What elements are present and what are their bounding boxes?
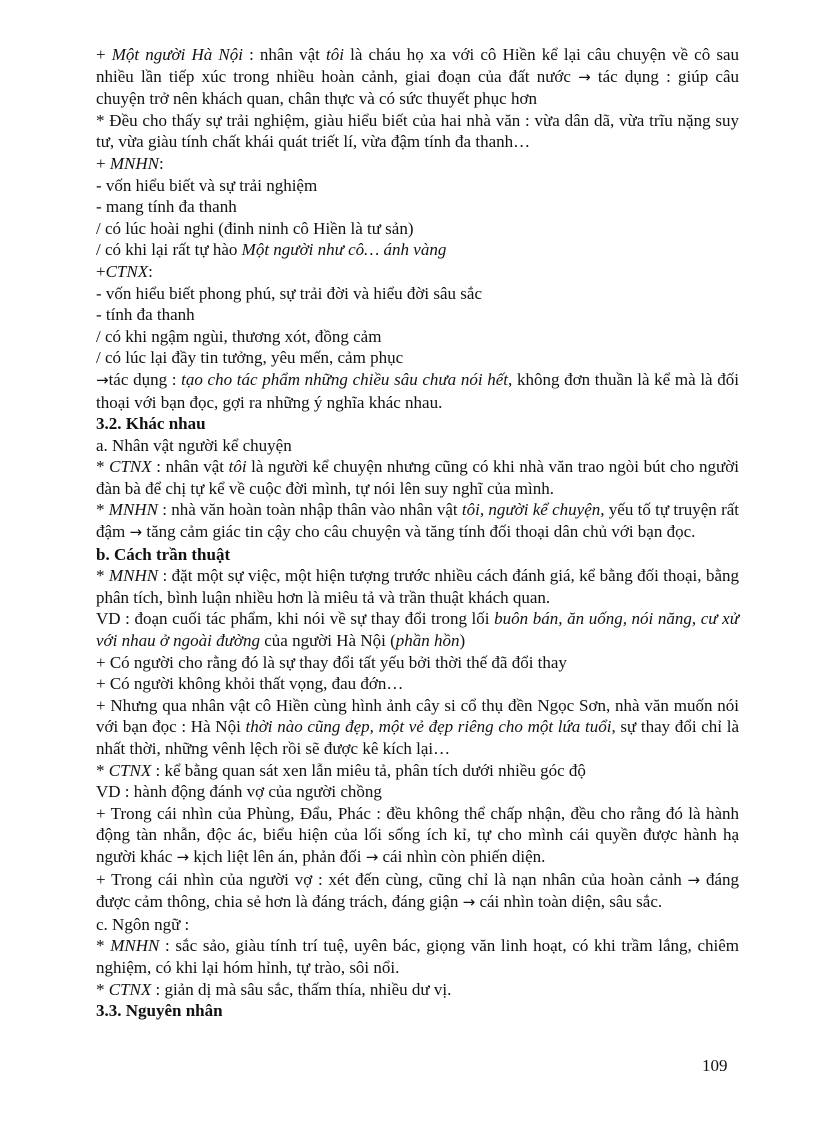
text: , không đơn thuần là kể mà là đối thoại với bạn đọc, gợi ra những ý nghĩa khác nhau. xyxy=(96,369,739,412)
heading-ctnx xyxy=(96,261,739,283)
list-item: - tính đa thanh xyxy=(96,305,195,325)
work-abbrev: CTNX xyxy=(108,979,152,999)
text: + Trong cái nhìn của người vợ : xét đến cùng, cũng chỉ là nạn nhân của hoàn cảnh xyxy=(96,869,688,889)
arrow-right-icon: → xyxy=(96,370,109,389)
text: tác dụng : xyxy=(108,369,182,389)
work-abbrev: MNHN xyxy=(109,153,159,173)
list-item: - vốn hiểu biết phong phú, sự trải đời và hiểu đời sâu sắc xyxy=(96,283,483,303)
text: tác dụng : giúp câu chuyện trở nên khách quan, chân thực và có sức thuyết phục hơn xyxy=(96,66,739,109)
work-title: Một người Hà Nội xyxy=(111,45,243,64)
paragraph-mot-nguoi-ha-noi xyxy=(96,44,739,110)
text: : nhà văn hoàn toàn nhập thân vào nhân vật xyxy=(157,500,462,520)
text: * xyxy=(96,566,109,586)
text: tạo cho tác phẩm những chiều sâu chưa nói hết xyxy=(181,369,509,389)
paragraph-example: VD : hành động đánh vợ của người chồng xyxy=(96,782,382,802)
text: + xyxy=(96,45,112,64)
text: kịch liệt lên án, phản đối xyxy=(189,846,366,866)
paragraph-ctnx-language xyxy=(96,979,739,1001)
text: yếu tố tự truyện rất đậm xyxy=(96,500,739,542)
list-item: / có khi ngậm ngùi, thương xót, đồng cảm xyxy=(96,326,382,346)
arrow-right-icon: → xyxy=(687,870,701,889)
text: + Nhưng qua nhân vật cô Hiền cùng hình ảnh cây si cổ thụ đền Ngọc Sơn, nhà văn muốn nói với bạn đọc : Hà Nội xyxy=(96,695,739,737)
work-abbrev: CTNX xyxy=(109,457,152,477)
list-item: / có lúc lại đầy tin tưởng, yêu mến, cảm phục xyxy=(96,348,404,368)
text: * xyxy=(96,979,109,999)
list-item: + Có người không khỏi thất vọng, đau đớn… xyxy=(96,674,404,694)
paragraph-ctnx-narrator xyxy=(96,456,739,499)
list-item: + Có người cho rằng đó là sự thay đổi tất yếu bởi thời thế đã đổi thay xyxy=(96,652,567,672)
text: cái nhìn toàn diện, sâu sắc. xyxy=(475,892,663,912)
text: + Trong cái nhìn của Phùng, Đẩu, Phác : đều không thể chấp nhận, đều cho rằng đó là hành động tàn nhẫn, độc ác, biểu hiện của lối sống ích kỉ, tự cho mình cái quyền được hành hạ người khác xyxy=(96,803,739,866)
text: * xyxy=(96,936,111,956)
page-number: 109 xyxy=(702,1056,728,1075)
text: : sắc sảo, giàu tính trí tuệ, uyên bác, giọng văn linh hoạt, có khi trầm lắng, chiêm nghiệm, có khi lại hóm hỉnh, tự trào, sôi nổi. xyxy=(96,936,740,977)
work-abbrev: CTNX xyxy=(108,760,152,780)
text: : giản dị mà sâu sắc, thấm thía, nhiều dư vị. xyxy=(151,979,452,999)
paragraph-effect xyxy=(96,369,739,413)
work-abbrev: MNHN xyxy=(108,566,159,586)
text: thời nào cũng đẹp, một vẻ đẹp riêng cho một lứa tuổi xyxy=(245,717,612,737)
text: : đặt một sự việc, một hiện tượng trước nhiều cách đánh giá, kể bằng đối thoại, bằng phân tích, bình luận nhiều hơn là miêu tả và trần thuật khách quan. xyxy=(96,566,739,607)
list-item: / có lúc hoài nghi (đinh ninh cô Hiền là tư sản) xyxy=(96,218,414,238)
list-item: - vốn hiểu biết và sự trải nghiệm xyxy=(96,175,318,195)
section-heading-3-2: 3.2. Khác nhau xyxy=(96,414,206,434)
text: / có khi lại rất tự hào xyxy=(96,240,242,260)
paragraph-mnhn-narrator xyxy=(96,499,739,543)
paragraph-example xyxy=(96,608,739,651)
text: , sự thay đổi chỉ là nhất thời, những vênh lệch rồi sẽ được kê kích lại… xyxy=(96,717,739,758)
text: của người Hà Nội ( xyxy=(259,631,396,651)
subheading-b: b. Cách trần thuật xyxy=(96,544,231,564)
list-item: - mang tính đa thanh xyxy=(96,197,237,217)
text: cái nhìn còn phiến diện. xyxy=(378,846,546,866)
text: buôn bán, ăn uống, nói năng, cư xử với nhau ở ngoài đường xyxy=(96,609,739,651)
text: : xyxy=(158,153,164,173)
paragraph-mnhn-narration xyxy=(96,565,739,608)
paragraph-ctnx-narration xyxy=(96,760,739,782)
text: * xyxy=(96,500,109,520)
text: tăng cảm giác tin cậy cho câu chuyện và tăng tính đối thoại dân chủ với bạn đọc. xyxy=(142,522,696,542)
work-abbrev: CTNX xyxy=(105,261,149,281)
narrator-term: tôi xyxy=(228,457,247,477)
subheading-a: a. Nhân vật người kể chuyện xyxy=(96,435,292,455)
arrow-right-icon: → xyxy=(129,523,143,542)
text: : xyxy=(148,261,153,281)
subheading-c: c. Ngôn ngữ : xyxy=(96,914,190,934)
paragraph-co-hien xyxy=(96,695,739,760)
text: : nhân vật xyxy=(151,457,229,477)
section-heading-3-3: 3.3. Nguyên nhân xyxy=(96,1001,223,1021)
page-body xyxy=(96,44,739,1022)
arrow-right-icon: → xyxy=(176,847,190,866)
narrator-term: tôi xyxy=(326,45,344,64)
paragraph-phung-dau-phac xyxy=(96,803,739,869)
text: đáng được cảm thông, chia sẻ hơn là đáng trách, đáng giận xyxy=(96,869,739,912)
paragraph-mnhn-language xyxy=(96,935,739,978)
text: là người kể chuyện nhưng cũng có khi nhà văn trao ngòi bút cho người đàn bà để chị tự kể về cuộc đời mình, tự nói lên suy nghĩ của mình. xyxy=(96,457,739,498)
quote: Một người như cô… ánh vàng xyxy=(241,240,447,260)
text: VD : đoạn cuối tác phẩm, khi nói về sự thay đổi trong lối xyxy=(96,609,495,629)
text: + xyxy=(96,261,106,281)
text: ) xyxy=(459,631,466,651)
list-item xyxy=(96,239,739,261)
arrow-right-icon: → xyxy=(365,847,379,866)
text: phần hồn xyxy=(395,631,460,651)
arrow-right-icon: → xyxy=(462,893,476,912)
text: : nhân vật xyxy=(242,45,327,64)
work-abbrev: MNHN xyxy=(110,936,160,956)
paragraph-nguoi-vo xyxy=(96,869,739,914)
paragraph-summary: * Đều cho thấy sự trải nghiệm, giàu hiểu biết của hai nhà văn : vừa dân dã, vừa trĩu nặng suy tư, vừa giàu tính chất khái quát triết lí, vừa đậm tính đa thanh… xyxy=(96,110,739,152)
heading-mnhn xyxy=(96,153,739,175)
arrow-right-icon: → xyxy=(578,67,591,86)
text: + xyxy=(96,153,110,173)
text: * xyxy=(96,760,109,780)
text: là cháu họ xa với cô Hiền kể lại câu chuyện về cô sau nhiều lần tiếp xúc trong nhiều hoàn cảnh, giai đoạn của đất nước xyxy=(96,45,740,86)
text: * xyxy=(96,457,110,477)
text: : kể bằng quan sát xen lẫn miêu tả, phân tích dưới nhiều góc độ xyxy=(151,760,586,780)
work-abbrev: MNHN xyxy=(108,500,158,520)
narrator-term: tôi, người kể chuyện, xyxy=(461,500,605,520)
